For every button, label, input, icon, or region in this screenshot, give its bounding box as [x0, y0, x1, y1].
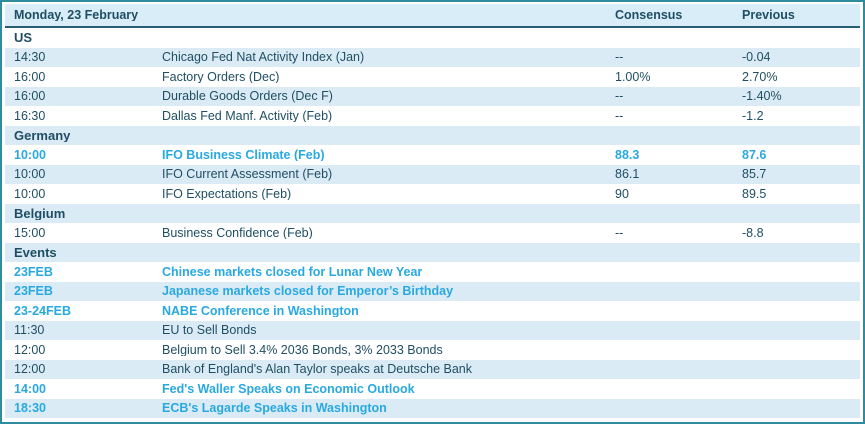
previous-cell: -1.2	[742, 109, 764, 122]
table-row	[5, 87, 860, 107]
section-label: Belgium	[14, 206, 66, 220]
section-label: Events	[14, 245, 57, 259]
time-cell: 23-24FEB	[14, 304, 71, 317]
table-row	[5, 379, 860, 399]
table-row	[5, 301, 860, 321]
consensus-cell: 86.1	[615, 168, 640, 181]
previous-cell: -1.40%	[742, 90, 782, 103]
table-header-row	[5, 4, 860, 28]
consensus-cell: --	[615, 51, 624, 64]
consensus-cell: 88.3	[615, 148, 640, 161]
consensus-cell: --	[615, 109, 624, 122]
event-cell: Chinese markets closed for Lunar New Year	[162, 265, 423, 278]
table-row	[5, 360, 860, 380]
previous-cell: 2.70%	[742, 70, 778, 83]
table-row	[5, 67, 860, 87]
previous-cell: -8.8	[742, 226, 764, 239]
section-row	[5, 204, 860, 224]
table-row	[5, 48, 860, 68]
time-cell: 23FEB	[14, 285, 53, 298]
time-cell: 14:30	[14, 51, 46, 64]
time-cell: 10:00	[14, 187, 46, 200]
time-cell: 23FEB	[14, 265, 53, 278]
event-cell: Fed's Waller Speaks on Economic Outlook	[162, 382, 415, 395]
table-row	[5, 184, 860, 204]
table-title: Monday, 23 February	[14, 8, 139, 22]
time-cell: 16:30	[14, 109, 46, 122]
event-cell: Bank of England's Alan Taylor speaks at Deutsche Bank	[162, 363, 472, 376]
event-cell: NABE Conference in Washington	[162, 304, 359, 317]
event-cell: Business Confidence (Feb)	[162, 226, 313, 239]
consensus-cell: --	[615, 90, 624, 103]
section-label: US	[14, 31, 33, 45]
time-cell: 12:00	[14, 363, 46, 376]
event-cell: Factory Orders (Dec)	[162, 70, 280, 83]
time-cell: 16:00	[14, 90, 46, 103]
table-row	[5, 262, 860, 282]
table-row	[5, 399, 860, 419]
consensus-cell: --	[615, 226, 624, 239]
time-cell: 10:00	[14, 168, 46, 181]
consensus-cell: 90	[615, 187, 629, 200]
column-header-previous: Previous	[742, 8, 795, 22]
table-row	[5, 223, 860, 243]
table-row	[5, 340, 860, 360]
table-row	[5, 321, 860, 341]
time-cell: 16:00	[14, 70, 46, 83]
event-cell: Durable Goods Orders (Dec F)	[162, 90, 333, 103]
previous-cell: -0.04	[742, 51, 771, 64]
time-cell: 15:00	[14, 226, 46, 239]
section-row	[5, 126, 860, 146]
table-row	[5, 282, 860, 302]
table-row	[5, 106, 860, 126]
event-cell: Chicago Fed Nat Activity Index (Jan)	[162, 51, 365, 64]
table-row	[5, 145, 860, 165]
previous-cell: 87.6	[742, 148, 767, 161]
consensus-cell: 1.00%	[615, 70, 651, 83]
section-row	[5, 28, 860, 48]
event-cell: ECB's Lagarde Speaks in Washington	[162, 402, 387, 415]
event-cell: Japanese markets closed for Emperor’s Birthday	[162, 285, 454, 298]
previous-cell: 85.7	[742, 168, 767, 181]
section-label: Germany	[14, 128, 71, 142]
event-cell: EU to Sell Bonds	[162, 324, 257, 337]
time-cell: 10:00	[14, 148, 46, 161]
event-cell: Belgium to Sell 3.4% 2036 Bonds, 3% 2033 Bonds	[162, 343, 443, 356]
section-row	[5, 243, 860, 263]
time-cell: 12:00	[14, 343, 46, 356]
event-cell: IFO Expectations (Feb)	[162, 187, 292, 200]
column-header-consensus: Consensus	[615, 8, 683, 22]
table-body	[5, 28, 860, 418]
event-cell: Dallas Fed Manf. Activity (Feb)	[162, 109, 333, 122]
time-cell: 18:30	[14, 402, 46, 415]
event-cell: IFO Current Assessment (Feb)	[162, 168, 333, 181]
previous-cell: 89.5	[742, 187, 767, 200]
table-row	[5, 165, 860, 185]
time-cell: 11:30	[14, 324, 45, 337]
event-cell: IFO Business Climate (Feb)	[162, 148, 325, 161]
time-cell: 14:00	[14, 382, 46, 395]
